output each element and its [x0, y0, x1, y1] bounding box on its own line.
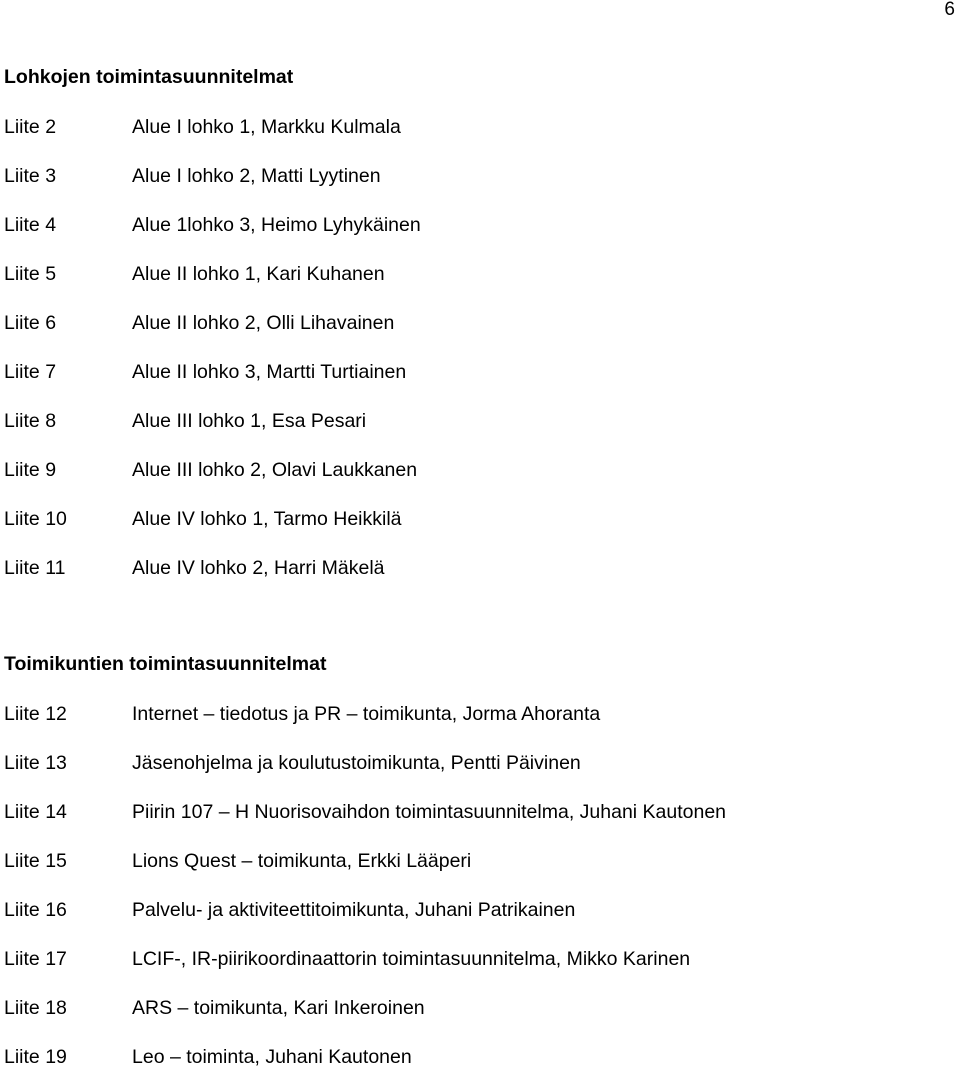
appendix-label: Liite 15: [4, 850, 67, 872]
list-item: [4, 446, 944, 495]
appendix-description: Alue I lohko 2, Matti Lyytinen: [132, 165, 381, 187]
appendix-label: Liite 8: [4, 410, 57, 432]
appendix-label: Liite 19: [4, 1046, 67, 1068]
list-item: [4, 935, 944, 984]
appendix-label: Liite 9: [4, 459, 57, 481]
page-number: 6: [944, 0, 955, 20]
list-item: [4, 788, 944, 837]
appendix-list-toimikuntien: [4, 690, 944, 1082]
list-item: [4, 397, 944, 446]
list-item: [4, 690, 944, 739]
appendix-label: Liite 13: [4, 752, 67, 774]
appendix-label: Liite 2: [4, 116, 57, 138]
appendix-description: Alue IV lohko 2, Harri Mäkelä: [132, 557, 385, 579]
appendix-label: Liite 3: [4, 165, 57, 187]
appendix-description: Jäsenohjelma ja koulutustoimikunta, Pentti Päivinen: [132, 752, 581, 774]
list-item: [4, 984, 944, 1033]
appendix-label: Liite 12: [4, 703, 67, 725]
list-item: [4, 886, 944, 935]
appendix-description: Leo – toiminta, Juhani Kautonen: [132, 1046, 412, 1068]
list-item: [4, 544, 944, 593]
appendix-label: Liite 4: [4, 214, 57, 236]
appendix-description: ARS – toimikunta, Kari Inkeroinen: [132, 997, 425, 1019]
appendix-label: Liite 6: [4, 312, 57, 334]
appendix-description: Alue II lohko 2, Olli Lihavainen: [132, 312, 395, 334]
appendix-description: Alue II lohko 1, Kari Kuhanen: [132, 263, 385, 285]
list-item: [4, 250, 944, 299]
appendix-description: Alue IV lohko 1, Tarmo Heikkilä: [132, 508, 402, 530]
list-item: [4, 201, 944, 250]
section-title-toimikuntien: Toimikuntien toimintasuunnitelmat: [4, 653, 327, 675]
appendix-list-lohkojen: [4, 103, 944, 593]
appendix-label: Liite 11: [4, 557, 66, 579]
list-item: [4, 348, 944, 397]
list-item: [4, 837, 944, 886]
list-item: [4, 152, 944, 201]
list-item: [4, 1033, 944, 1082]
appendix-label: Liite 14: [4, 801, 67, 823]
appendix-description: Palvelu- ja aktiviteettitoimikunta, Juhani Patrikainen: [132, 899, 576, 921]
appendix-description: Internet – tiedotus ja PR – toimikunta, Jorma Ahoranta: [132, 703, 601, 725]
appendix-label: Liite 17: [4, 948, 67, 970]
appendix-description: Lions Quest – toimikunta, Erkki Lääperi: [132, 850, 472, 872]
appendix-label: Liite 18: [4, 997, 67, 1019]
appendix-label: Liite 16: [4, 899, 67, 921]
list-item: [4, 495, 944, 544]
appendix-description: Alue 1lohko 3, Heimo Lyhykäinen: [132, 214, 421, 236]
appendix-description: Alue I lohko 1, Markku Kulmala: [132, 116, 401, 138]
list-item: [4, 299, 944, 348]
appendix-label: Liite 10: [4, 508, 67, 530]
list-item: [4, 739, 944, 788]
appendix-label: Liite 5: [4, 263, 57, 285]
list-item: [4, 103, 944, 152]
appendix-description: Alue III lohko 1, Esa Pesari: [132, 410, 367, 432]
appendix-label: Liite 7: [4, 361, 57, 383]
appendix-description: LCIF-, IR-piirikoordinaattorin toimintasuunnitelma, Mikko Karinen: [132, 948, 691, 970]
appendix-description: Alue III lohko 2, Olavi Laukkanen: [132, 459, 418, 481]
appendix-description: Alue II lohko 3, Martti Turtiainen: [132, 361, 407, 383]
appendix-description: Piirin 107 – H Nuorisovaihdon toimintasuunnitelma, Juhani Kautonen: [132, 801, 727, 823]
section-title-lohkojen: Lohkojen toimintasuunnitelmat: [4, 66, 294, 88]
